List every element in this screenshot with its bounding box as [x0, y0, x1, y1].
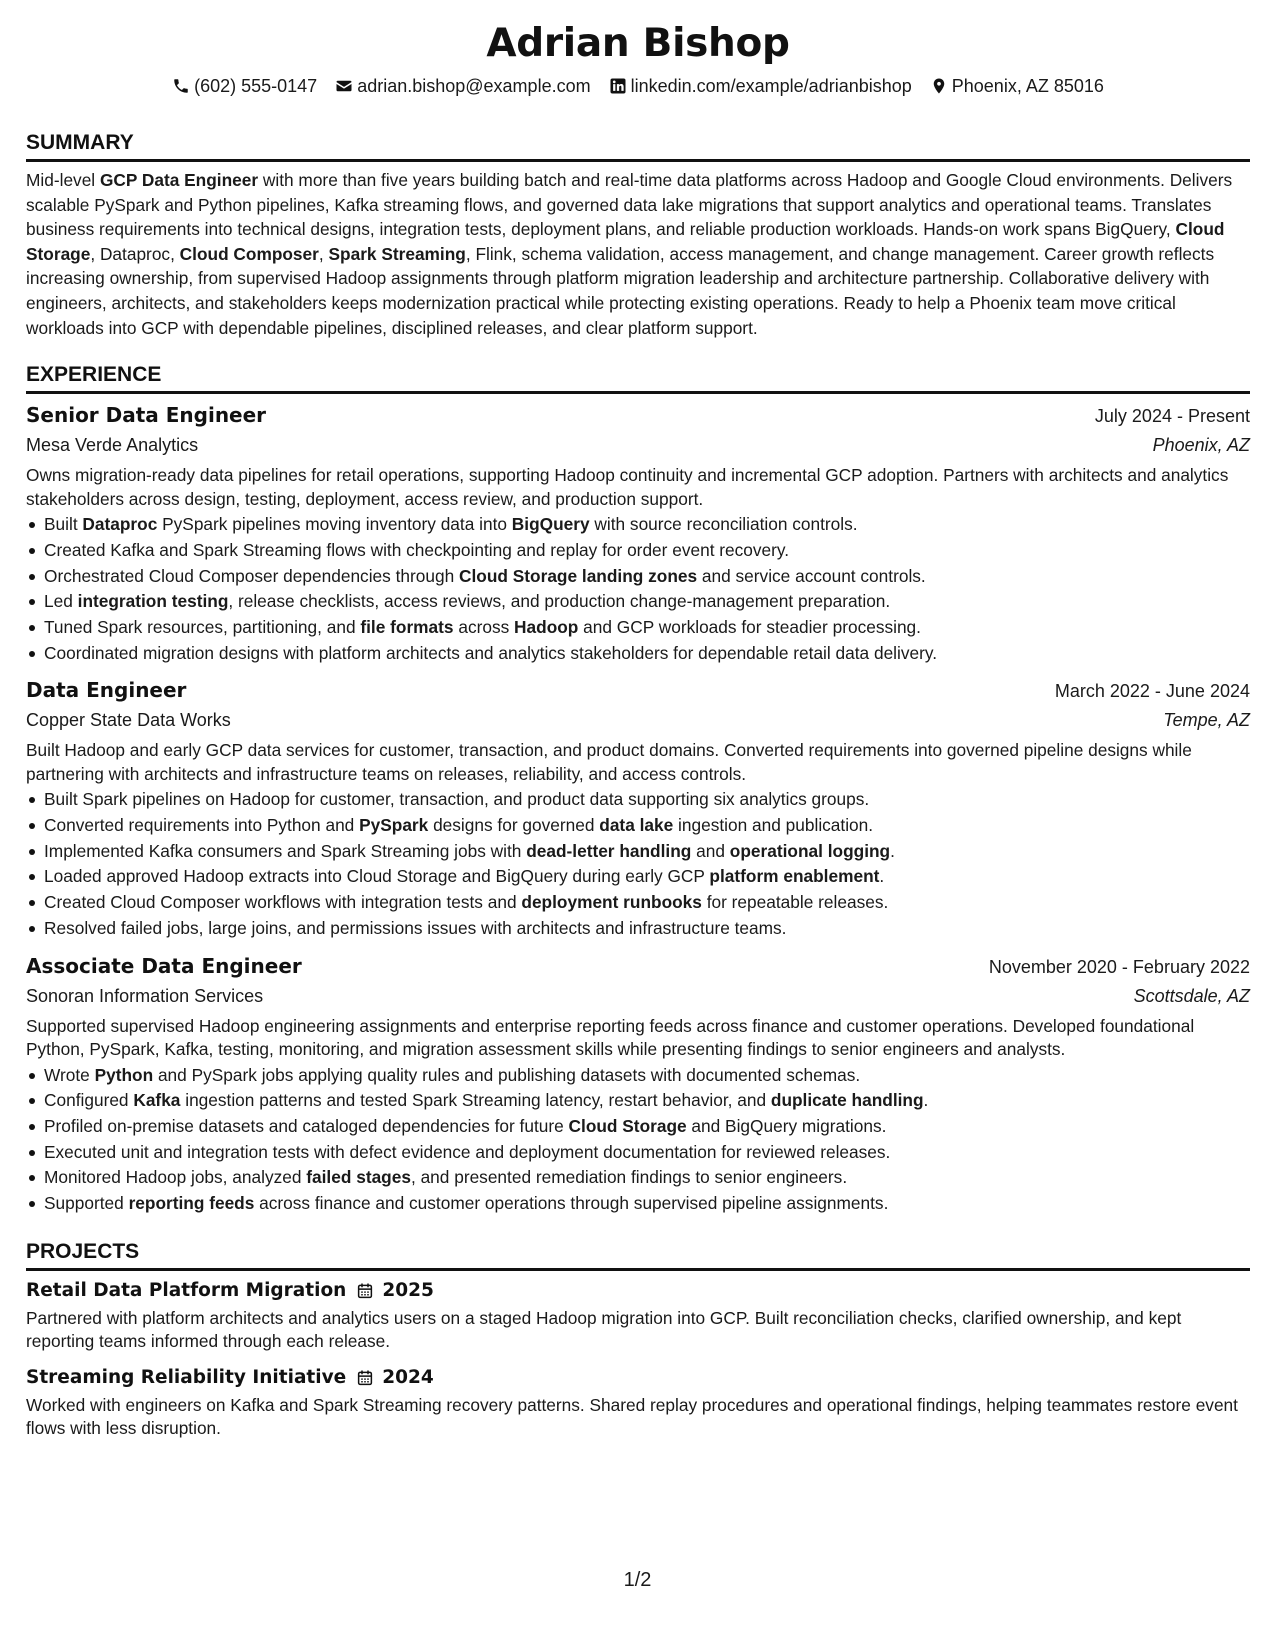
calendar-icon: [356, 1369, 374, 1387]
map-pin-icon: [930, 77, 948, 95]
section-title-experience: EXPERIENCE: [26, 362, 1250, 394]
bullet-item: Coordinated migration designs with platform architects and analytics stakeholders for dependable retail data delivery.: [44, 641, 1250, 667]
project-description: Partnered with platform architects and analytics users on a staged Hadoop migration into GCP. Built reconciliation checks, clarified ownership, and kept reporting teams informed through each release.: [26, 1307, 1182, 1352]
job-company: Mesa Verde Analytics: [26, 435, 199, 456]
job-description: Built Hadoop and early GCP data services for customer, transaction, and product domains. Converted requirements into governed pipeline designs while partnering with architects and infrastructure teams on releases, reliability, and access controls.: [26, 740, 1192, 784]
bullet-item: Built Dataproc PySpark pipelines moving inventory data into BigQuery with source reconciliation controls.: [44, 512, 1250, 538]
resume-page: [26, 18, 1250, 1441]
linkedin-link[interactable]: linkedin.com/example/adrianbishop: [630, 76, 912, 96]
bullet-item: Executed unit and integration tests with defect evidence and deployment documentation for reviewed releases.: [44, 1140, 1250, 1166]
project-header: [26, 1278, 1250, 1304]
bullet-item: Supported reporting feeds across finance and customer operations through supervised pipeline assignments.: [44, 1191, 1250, 1217]
job-subheader: [26, 705, 1250, 735]
email-link[interactable]: adrian.bishop@example.com: [357, 76, 591, 96]
contact-linkedin[interactable]: [609, 74, 912, 98]
job-dates: March 2022 - June 2024: [1054, 681, 1250, 702]
job-bullets: [26, 787, 1250, 941]
project-title: Streaming Reliability Initiative: [26, 1366, 347, 1388]
bold-keyword: duplicate handling: [770, 1090, 924, 1111]
job-dates: July 2024 - Present: [1094, 406, 1250, 427]
project-title: Retail Data Platform Migration: [26, 1279, 347, 1301]
location-text: Phoenix, AZ 85016: [951, 76, 1104, 96]
bold-keyword: dead-letter handling: [526, 840, 692, 861]
bold-keyword: Cloud Storage landing zones: [459, 565, 698, 586]
project-header: [26, 1365, 1250, 1391]
bold-keyword: BigQuery: [511, 514, 590, 535]
contact-location: [930, 74, 1104, 98]
project-entry: [26, 1278, 1250, 1354]
summary-text: Mid-level GCP Data Engineer with more than five years building batch and real-time data platforms across Hadoop and Google Cloud environments. Delivers scalable PySpark and Python pipelines, Kafka streaming flows, and governed data lake migrations that support analytics and operational teams. Translates business requirements into technical designs, integration tests, deployment plans, and reliable production workloads. Hands-on work spans BigQuery, Cloud Storage, Dataproc, Cloud Composer, Spark Streaming, Flink, schema validation, access management, and change management. Career growth reflects increasing ownership, from supervised Hadoop assignments through platform migration leadership and architecture partnership. Collaborative delivery with engineers, architects, and stakeholders keeps modernization practical while protecting existing operations. Ready to help a Phoenix team move critical workloads into GCP with dependable pipelines, disciplined releases, and clear platform support.: [26, 170, 1233, 338]
job-location: Phoenix, AZ: [1152, 435, 1250, 456]
experience-section: [26, 362, 1250, 1217]
job-company: Copper State Data Works: [26, 710, 231, 731]
project-year: 2025: [382, 1279, 434, 1301]
job-entry: [26, 401, 1250, 666]
project-date: [356, 1278, 434, 1304]
page-number: 1/2: [623, 1569, 652, 1591]
bullet-item: Configured Kafka ingestion patterns and tested Spark Streaming latency, restart behavior, and duplicate handling.: [44, 1088, 1250, 1114]
section-title-summary: SUMMARY: [26, 130, 1250, 162]
project-date: [356, 1365, 434, 1391]
bold-keyword: Kafka: [133, 1090, 181, 1111]
linkedin-icon: [609, 77, 627, 95]
bullet-item: Loaded approved Hadoop extracts into Cloud Storage and BigQuery during early GCP platform enablement.: [44, 864, 1250, 890]
bullet-item: Orchestrated Cloud Composer dependencies through Cloud Storage landing zones and service account controls.: [44, 564, 1250, 590]
contact-phone: [172, 74, 317, 98]
bullet-item: Monitored Hadoop jobs, analyzed failed stages, and presented remediation findings to senior engineers.: [44, 1165, 1250, 1191]
job-entry: [26, 952, 1250, 1217]
envelope-icon: [335, 77, 353, 95]
job-subheader: [26, 430, 1250, 460]
project-year: 2024: [382, 1366, 434, 1388]
job-dates: November 2020 - February 2022: [988, 956, 1250, 977]
job-title: Data Engineer: [26, 678, 187, 703]
bold-keyword: Cloud Storage: [568, 1116, 687, 1136]
job-bullets: [26, 1063, 1250, 1217]
bold-keyword: file formats: [360, 616, 454, 637]
bold-keyword: deployment runbooks: [521, 892, 702, 913]
bold-keyword: GCP Data Engineer: [99, 170, 259, 190]
bullet-item: Led integration testing, release checklists, access reviews, and production change-management preparation.: [44, 589, 1250, 615]
project-entry: [26, 1365, 1250, 1441]
bullet-item: Created Cloud Composer workflows with integration tests and deployment runbooks for repeatable releases.: [44, 890, 1250, 916]
bold-keyword: Spark Streaming: [328, 243, 466, 264]
bullet-item: Converted requirements into Python and PySpark designs for governed data lake ingestion and publication.: [44, 813, 1250, 839]
job-title: Associate Data Engineer: [26, 953, 302, 978]
section-title-projects: PROJECTS: [26, 1239, 1250, 1271]
bullet-item: Built Spark pipelines on Hadoop for customer, transaction, and product data supporting six analytics groups.: [44, 787, 1250, 813]
bullet-item: Implemented Kafka consumers and Spark Streaming jobs with dead-letter handling and operational logging.: [44, 839, 1250, 865]
bold-keyword: platform enablement: [709, 866, 880, 887]
job-company: Sonoran Information Services: [26, 985, 264, 1006]
summary-section: [26, 130, 1250, 340]
phone-text: (602) 555-0147: [194, 76, 318, 96]
bold-keyword: data lake: [599, 815, 674, 836]
bold-keyword: operational logging: [729, 840, 891, 861]
bullet-item: Profiled on-premise datasets and cataloged dependencies for future Cloud Storage and BigQuery migrations.: [44, 1114, 1250, 1140]
job-location: Tempe, AZ: [1163, 710, 1250, 731]
job-header: [26, 676, 1250, 705]
bold-keyword: Cloud Storage: [26, 219, 1225, 264]
job-location: Scottsdale, AZ: [1133, 985, 1250, 1006]
bold-keyword: PySpark: [359, 815, 429, 836]
project-description: Worked with engineers on Kafka and Spark Streaming recovery patterns. Shared replay procedures and operational findings, helping teammates restore event flows with less disruption.: [26, 1394, 1238, 1439]
projects-section: [26, 1239, 1250, 1441]
candidate-name: Adrian Bishop: [486, 21, 790, 66]
job-subheader: [26, 981, 1250, 1011]
job-title: Senior Data Engineer: [26, 403, 267, 428]
project-list: [26, 1278, 1250, 1441]
contact-bar: [26, 74, 1250, 98]
bold-keyword: Python: [94, 1064, 154, 1085]
contact-email[interactable]: [335, 74, 590, 98]
job-bullets: [26, 512, 1250, 666]
bold-keyword: Hadoop: [514, 616, 579, 637]
bullet-item: Wrote Python and PySpark jobs applying quality rules and publishing datasets with documented schemas.: [44, 1063, 1250, 1089]
bullet-item: Created Kafka and Spark Streaming flows with checkpointing and replay for order event recovery.: [44, 538, 1250, 564]
bold-keyword: reporting feeds: [128, 1193, 255, 1214]
bullet-item: Tuned Spark resources, partitioning, and file formats across Hadoop and GCP workloads for steadier processing.: [44, 615, 1250, 641]
bold-keyword: integration testing: [77, 591, 229, 612]
job-description: Owns migration-ready data pipelines for retail operations, supporting Hadoop continuity and incremental GCP adoption. Partners with architects and analytics stakeholders across design, testing, deployment, access review, and production support.: [26, 465, 1229, 509]
bold-keyword: Dataproc: [82, 514, 158, 535]
calendar-icon: [356, 1282, 374, 1300]
job-list: [26, 401, 1250, 1217]
phone-icon: [172, 77, 190, 95]
job-entry: [26, 676, 1250, 941]
job-header: [26, 952, 1250, 981]
bold-keyword: Cloud Composer: [179, 243, 319, 264]
bullet-item: Resolved failed jobs, large joins, and permissions issues with architects and infrastructure teams.: [44, 916, 1250, 942]
job-header: [26, 401, 1250, 430]
bold-keyword: failed stages: [306, 1167, 411, 1188]
job-description: Supported supervised Hadoop engineering assignments and enterprise reporting feeds across finance and customer operations. Developed foundational Python, PySpark, Kafka, testing, monitoring, and migration assessment skills while presenting findings to senior engineers and analysts.: [26, 1015, 1195, 1060]
